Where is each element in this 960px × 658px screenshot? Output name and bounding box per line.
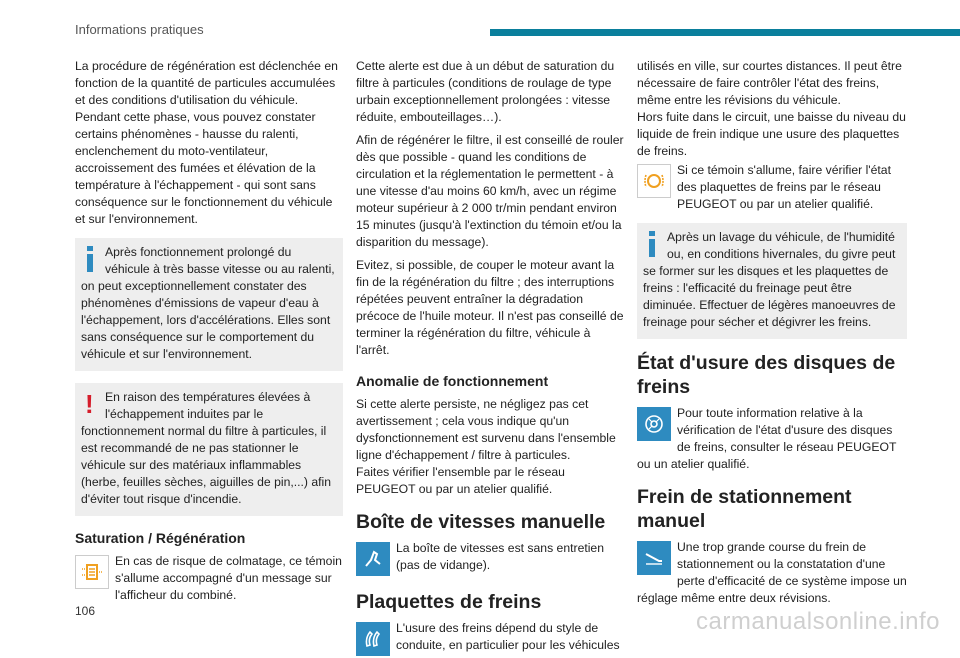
info-note-brakes-text: Après un lavage du véhicule, de l'humidité ou, en conditions hivernales, du givre peut se former sur les disques et les plaquettes de freins : l'efficacité du freinage peut être diminuée. Effectuer de légères manoeuvres de freinage pour sécher et dégivrer les freins.	[643, 230, 896, 329]
gearbox-text: La boîte de vitesses est sans entretien (pas de vidange).	[396, 541, 604, 572]
column-3	[637, 58, 907, 607]
gearbox-icon	[356, 542, 390, 576]
info-note-box-brakes	[637, 223, 907, 339]
anomaly-text-2: Faites vérifier l'ensemble par le réseau PEUGEOT ou par un atelier qualifié.	[356, 465, 565, 496]
paragraph-regenerate: Afin de régénérer le filtre, il est conseillé de rouler dès que possible - quand les conditions de circulation et la réglementation le permettent - à une vitesse d'au moins 60 km/h, avec un régime moteur supérieur à 2 000 tr/min pendant environ 15 minutes (jusqu'à l'extinction du témoin et/ou la disparition du message).	[356, 133, 624, 249]
pads-light-text: Si ce témoin s'allume, faire vérifier l'état des plaquettes de freins par le réseau PEUGEOT ou par un atelier qualifié.	[677, 163, 891, 211]
section-title: Informations pratiques	[75, 22, 204, 37]
parking-brake-text: Une trop grande course du frein de stationnement ou la constatation d'une perte d'efficacité de ce système impose un réglage même entre deux révisions.	[637, 540, 907, 605]
column-1	[75, 58, 343, 604]
particle-filter-warning-icon	[75, 555, 109, 589]
gearbox-heading: Boîte de vitesses manuelle	[356, 511, 606, 533]
page-number: 106	[75, 604, 96, 618]
header-accent-bar	[490, 29, 960, 36]
warning-note-box	[75, 383, 343, 516]
watermark: carmanualsonline.info	[696, 608, 940, 635]
parking-brake-heading: Frein de stationnement manuel	[637, 486, 852, 532]
anomaly-heading: Anomalie de fonctionnement	[356, 373, 549, 389]
column-2	[356, 58, 624, 658]
info-note-box	[75, 238, 343, 371]
info-icon	[85, 246, 95, 272]
discs-text: Pour toute information relative à la vérification de l'état d'usure des disques de freins, consulter le réseau PEUGEOT ou un atelier qualifié.	[637, 406, 897, 471]
paragraph-brake-fluid: Hors fuite dans le circuit, une baisse du niveau du liquide de frein indique une usure des plaquettes de freins.	[637, 110, 906, 158]
saturation-text: En cas de risque de colmatage, ce témoin s'allume accompagné d'un message sur l'afficheur du combiné.	[115, 554, 342, 602]
warning-note-text: En raison des températures élevées à l'échappement induites par le fonctionnement normal du filtre à particules, il est recommandé de ne pas stationner le véhicule sur des matériaux inflammables (herbe, feuilles sèches, aiguilles de pin,...) afin d'éviter tout risque d'incendie.	[81, 390, 331, 506]
brake-disc-icon	[637, 407, 671, 441]
brake-pads-text: L'usure des freins dépend du style de conduite, en particulier pour les véhicules	[396, 621, 620, 652]
warning-icon: !	[85, 389, 94, 419]
paragraph-avoid: Evitez, si possible, de couper le moteur avant la fin de la régénération du filtre ; des interruptions répétées peuvent entraîner la dégradation précoce de l'huile moteur. Il n'est pas conseillé de terminer la régénération du filtre, véhicule à l'arrêt.	[356, 258, 624, 357]
saturation-heading: Saturation / Régénération	[75, 530, 246, 546]
paragraph-alert: Cette alerte est due à un début de saturation du filtre à particules (conditions de roulage de type urbain exceptionnellement prolongées : vitesse réduite, embouteillages…).	[356, 59, 615, 124]
brake-pads-icon	[356, 622, 390, 656]
brake-pads-heading: Plaquettes de freins	[356, 591, 542, 613]
info-note-text: Après fonctionnement prolongé du véhicule à très basse vitesse ou au ralenti, on peut exceptionnellement constater des phénomènes d'émissions de vapeur d'eau à l'échappement, lors d'accélérations. Elles sont sans conséquence sur le comportement du véhicule et sur l'environnement.	[81, 245, 335, 361]
brake-pad-wear-warning-icon	[637, 164, 671, 198]
info-icon	[647, 231, 657, 257]
paragraph-brakes-city: utilisés en ville, sur courtes distances. Il peut être nécessaire de faire contrôler l'état des freins, même entre les révisions du véhicule.	[637, 59, 902, 107]
parking-brake-icon	[637, 541, 671, 575]
discs-heading: État d'usure des disques de freins	[637, 352, 896, 398]
intro-paragraph: La procédure de régénération est déclenchée en fonction de la quantité de particules accumulées et des conditions d'utilisation du véhicule. Pendant cette phase, vous pouvez constater certains phénomènes - hausse du ralenti, enclenchement du moto-ventilateur, accroissement des fumées et élévation de la température à l'échappement - qui sont sans conséquence sur le fonctionnement du véhicule et sur l'environnement.	[75, 59, 338, 226]
anomaly-text-1: Si cette alerte persiste, ne négligez pas cet avertissement ; cela vous indique qu'un dysfonctionnement est survenu dans l'ensemble ligne d'échappement / filtre à particules.	[356, 397, 616, 462]
